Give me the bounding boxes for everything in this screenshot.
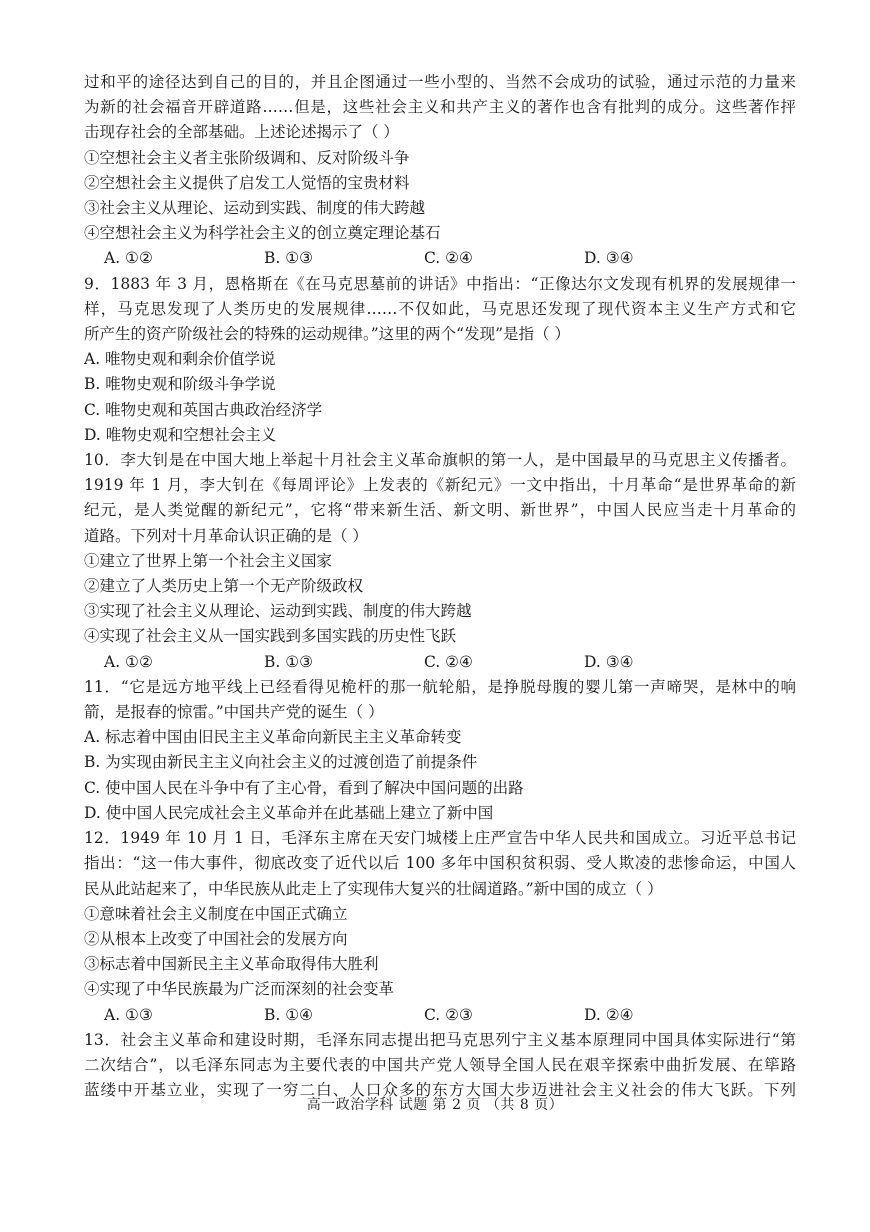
choice-c: C. 唯物史观和英国古典政治经济学 [84,400,323,419]
statement-item: ③社会主义从理论、运动到实践、制度的伟大跨越 [84,199,426,218]
statement-item: ②建立了人类历史上第一个无产阶级政权 [84,577,364,596]
stem-line: 9．1883 年 3 月，恩格斯在《在马克思墓前的讲话》中指出：“正像达尔文发现有机界的发展规律一 [84,274,796,293]
stem-line: 道路。下列对十月革命认识正确的是（ ） [84,526,368,545]
question-11 [84,675,796,826]
exam-page-body [84,70,796,1103]
stem-line: 蓝缕中开基立业，实现了一穷二白、人口众多的东方大国大步迈进社会主义社会的伟大飞跃。下列 [84,1081,796,1100]
option-c: C. ②④ [424,249,473,268]
stem-line: 过和平的途径达到自己的目的，并且企图通过一些小型的、当然不会成功的试验，通过示范的力量来 [84,73,796,91]
answer-options [84,246,796,271]
answer-options [84,1003,796,1028]
statement-item: ③实现了社会主义从理论、运动到实践、制度的伟大跨越 [84,602,472,621]
stem-line: 13．社会主义革命和建设时期，毛泽东同志提出把马克思列宁主义基本原理同中国具体实际进行“第 [84,1030,796,1049]
question-13 [84,1028,796,1104]
statement-item: ①空想社会主义者主张阶级调和、反对阶级斗争 [84,148,410,167]
statement-item: ④实现了社会主义从一国实践到多国实践的历史性飞跃 [84,627,457,646]
stem-line: 二次结合”，以毛泽东同志为主要代表的中国共产党人领导全国人民在艰辛探索中曲折发展、在筚路 [84,1055,796,1074]
option-b: B. ①③ [264,652,314,671]
choice-d: D. 唯物史观和空想社会主义 [84,425,277,444]
statement-item: ②从根本上改变了中国社会的发展方向 [84,929,348,948]
stem-line: 箭，是报春的惊雷。”中国共产党的诞生（ ） [84,703,384,722]
option-c: C. ②③ [424,1005,473,1024]
stem-line: 10．李大钊是在中国大地上举起十月社会主义革命旗帜的第一人，是中国最早的马克思主义传播者。 [84,451,796,470]
choice-c: C. 使中国人民在斗争中有了主心骨，看到了解决中国问题的出路 [84,778,524,797]
option-a: A. ①③ [104,1005,153,1024]
option-d: D. ③④ [584,652,634,671]
choice-b: B. 唯物史观和阶级斗争学说 [84,375,276,394]
statement-item: ④空想社会主义为科学社会主义的创立奠定理论基石 [84,224,441,243]
stem-line: 样，马克思发现了人类历史的发展规律……不仅如此，马克思还发现了现代资本主义生产方式和它 [84,299,796,318]
stem-line: 纪元，是人类觉醒的新纪元”，它将“带来新生活、新文明、新世界”，中国人民应当走十月革命的 [84,501,796,520]
stem-line: 1919 年 1 月，李大钊在《每周评论》上发表的《新纪元》一文中指出，十月革命“是世界革命的新 [84,476,796,495]
option-d: D. ②④ [584,1005,634,1024]
stem-line: 12．1949 年 10 月 1 日，毛泽东主席在天安门城楼上庄严宣告中华人民共和国成立。习近平总书记 [84,829,796,848]
choice-d: D. 使中国人民完成社会主义革命并在此基础上建立了新中国 [84,803,494,822]
page-footer: 高一政治学科 试题 第 2 页 （共 8 页） [306,1097,564,1113]
statement-item: ①建立了世界上第一个社会主义国家 [84,551,333,570]
statement-item: ④实现了中华民族最为广泛而深刻的社会变革 [84,980,395,999]
statement-item: ①意味着社会主义制度在中国正式确立 [84,904,348,923]
statement-item: ②空想社会主义提供了启发工人觉悟的宝贵材料 [84,173,410,192]
statement-item: ③标志着中国新民主主义革命取得伟大胜利 [84,955,379,974]
option-b: B. ①④ [264,1005,314,1024]
stem-line: 民从此站起来了，中华民族从此走上了实现伟大复兴的壮阔道路。”新中国的成立（ ） [84,879,663,898]
stem-line: 所产生的资产阶级社会的特殊的运动规律。”这里的两个“发现”是指（ ） [84,325,570,344]
question-10 [84,448,796,675]
option-d: D. ③④ [584,249,634,268]
choice-b: B. 为实现由新民主主义向社会主义的过渡创造了前提条件 [84,753,478,772]
choice-a: A. 唯物史观和剩余价值学说 [84,350,276,369]
option-a: A. ①② [104,249,153,268]
stem-line: 为新的社会福音开辟道路……但是，这些社会主义和共产主义的著作也含有批判的成分。这些著作抨 [84,98,796,117]
option-c: C. ②④ [424,652,473,671]
question-12 [84,826,796,1028]
stem-line: 击现存社会的全部基础。上述论述揭示了（ ） [84,123,399,142]
answer-options [84,650,796,675]
stem-line: 指出：“这一伟大事件，彻底改变了近代以后 100 多年中国积贫积弱、受人欺凌的悲惨命运，中国人 [84,854,796,873]
question-8-continuation [84,70,796,272]
option-a: A. ①② [104,652,153,671]
choice-a: A. 标志着中国由旧民主主义革命向新民主主义革命转变 [84,728,462,747]
question-9 [84,272,796,448]
stem-line: 11．“它是远方地平线上已经看得见桅杆的那一航轮船，是挣脱母腹的婴儿第一声啼哭，是林中的响 [84,677,796,696]
option-b: B. ①③ [264,249,314,268]
